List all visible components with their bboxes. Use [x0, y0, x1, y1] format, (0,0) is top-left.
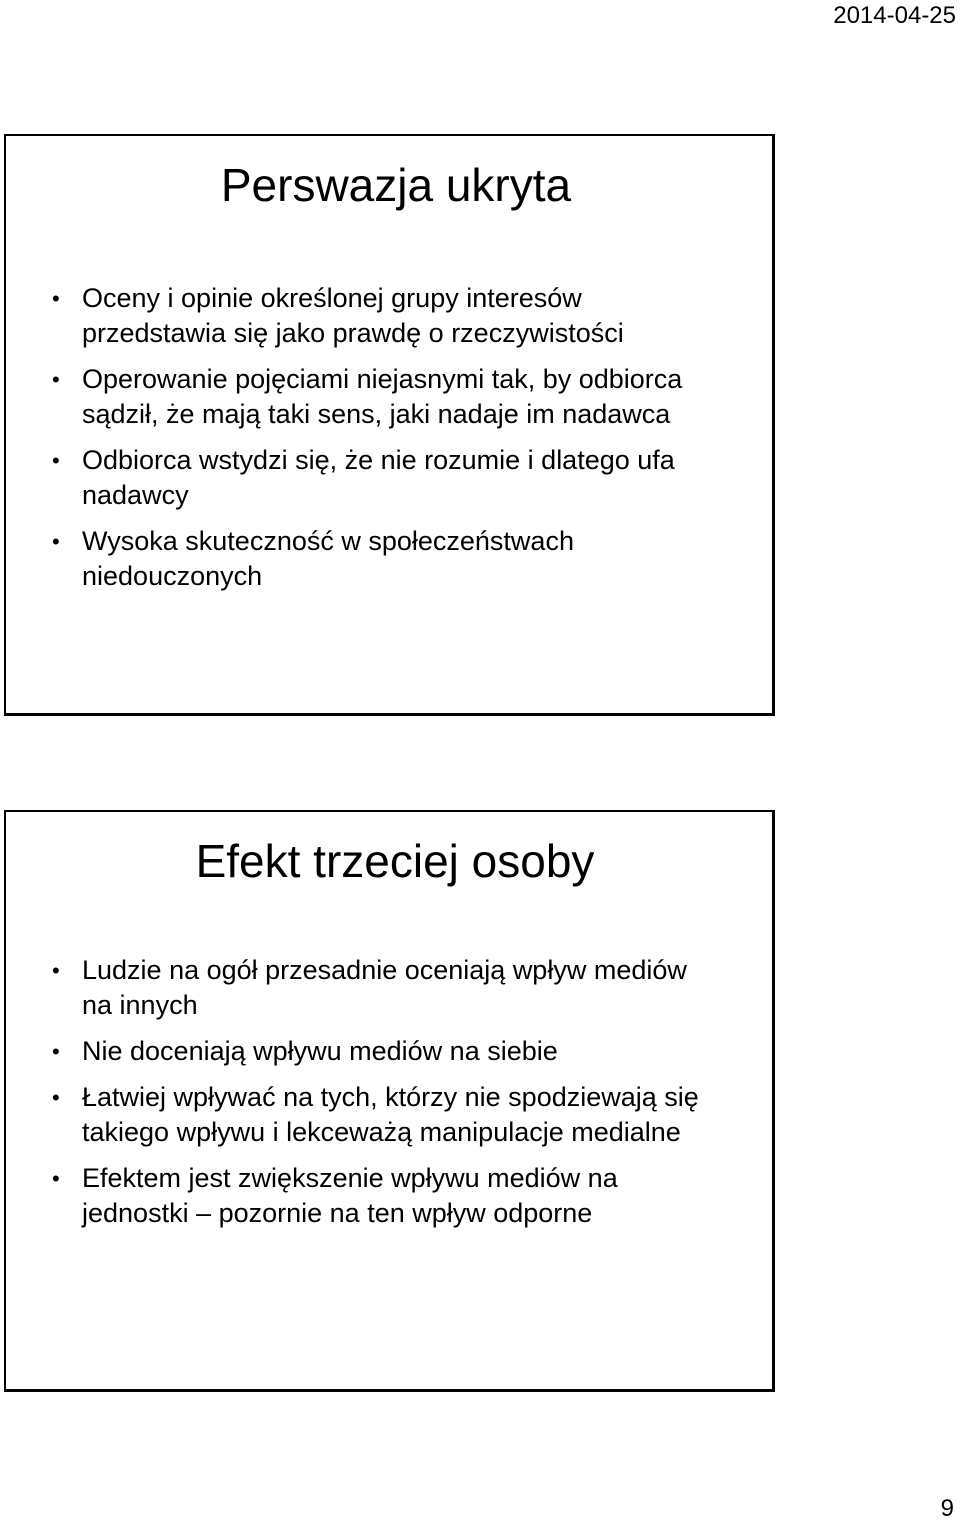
bullet-icon: • [52, 529, 60, 554]
bullet-icon: • [52, 286, 60, 311]
bullet-list [6, 281, 706, 605]
bullet-item: • Wysoka skuteczność w społeczeństwach niedouczonych [52, 526, 574, 591]
page-number: 9 [940, 1495, 954, 1522]
bullet-icon: • [52, 1166, 60, 1191]
bullet-icon: • [52, 367, 60, 392]
bullet-item: • Ludzie na ogół przesadnie oceniają wpływ mediów na innych [52, 955, 687, 1020]
slide-perswazja-ukryta [4, 134, 775, 716]
bullet-item: • Efektem jest zwiększenie wpływu mediów na jednostki – pozornie na ten wpływ odporne [52, 1163, 618, 1228]
slide-title: Efekt trzeciej osoby [195, 835, 595, 887]
bullet-icon: • [52, 1085, 60, 1110]
slide-efekt-trzeciej-osoby [4, 810, 775, 1392]
slide-title: Perswazja ukryta [220, 159, 572, 211]
bullet-item: • Oceny i opinie określonej grupy interesów przedstawia się jako prawdę o rzeczywistości [52, 283, 624, 348]
bullet-item: • Odbiorca wstydzi się, że nie rozumie i dlatego ufa nadawcy [52, 445, 675, 510]
bullet-icon: • [52, 448, 60, 473]
bullet-icon: • [52, 958, 60, 983]
bullet-item: • Operowanie pojęciami niejasnymi tak, by odbiorca sądził, że mają taki sens, jaki nadaje im nadawca [52, 364, 683, 429]
bullet-list [6, 953, 706, 1242]
header-date: 2014-04-25 [833, 2, 956, 29]
bullet-icon: • [52, 1039, 60, 1064]
bullet-item: • Nie doceniają wpływu mediów na siebie [6, 1034, 706, 1069]
bullet-item: • Łatwiej wpływać na tych, którzy nie spodziewają się takiego wpływu i lekceważą manipulacje medialne [52, 1082, 699, 1147]
